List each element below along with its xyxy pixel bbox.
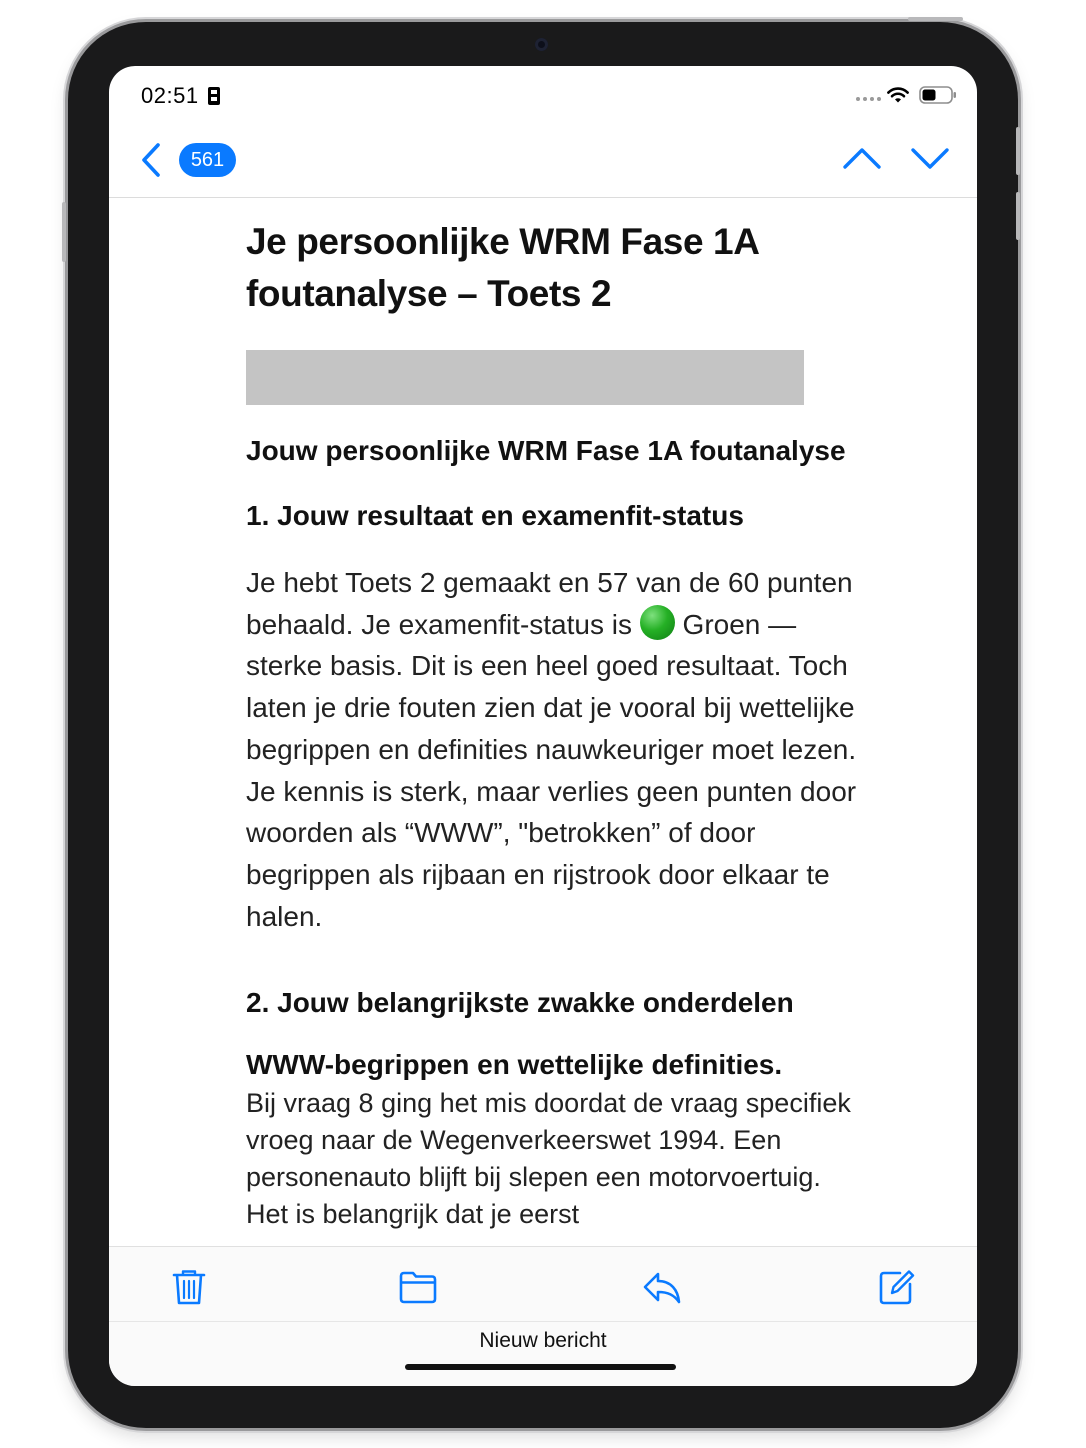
new-message-label[interactable]: Nieuw bericht	[479, 1329, 607, 1352]
navigation-bar	[109, 126, 977, 198]
screen	[109, 66, 977, 1386]
sim-icon	[207, 86, 221, 106]
section1-title: 1. Jouw resultaat en examenfit-status	[246, 500, 744, 531]
section1-paragraph	[246, 562, 866, 937]
folder-icon[interactable]	[398, 1267, 438, 1307]
trash-icon[interactable]	[169, 1267, 209, 1307]
chevron-up-icon[interactable]	[842, 142, 882, 174]
section1-text-end: Groen — sterke basis. Dit is een heel goed resultaat. Toch laten je drie fouten zien dat je vooral bij wettelijke begrippen en definities nauwkeuriger moet lezen. Je kennis is sterk, maar verlies geen punten door woorden als “WWW”, "betrokken” of door begrippen als rijbaan en rijstrook door elkaar te halen.	[246, 608, 857, 932]
wifi-icon	[886, 85, 910, 105]
toolbar-divider	[109, 1321, 977, 1322]
redacted-sender-block	[246, 350, 804, 405]
battery-icon	[919, 85, 957, 105]
unread-count-badge[interactable]: 561	[179, 143, 236, 177]
volume-down-button	[1016, 192, 1020, 240]
section2-paragraph: Bij vraag 8 ging het mis doordat de vraag specifiek vroeg naar de Wegenverkeerswet 1994. Een personenauto blijft bij slepen een motorvoertuig. Het is belangrijk dat je eerst	[246, 1088, 851, 1230]
section2-subheading: WWW-begrippen en wettelijke definities.	[246, 1049, 783, 1081]
email-heading: Jouw persoonlijke WRM Fase 1A foutanalyse	[246, 435, 846, 466]
front-camera	[535, 38, 548, 51]
compose-icon[interactable]	[876, 1267, 916, 1307]
green-status-dot-icon	[640, 605, 675, 640]
status-time: 02:51	[141, 83, 199, 108]
reply-icon[interactable]	[642, 1267, 682, 1307]
signal-dots-icon	[855, 96, 881, 102]
back-chevron-icon[interactable]	[137, 140, 167, 180]
home-indicator[interactable]	[405, 1364, 676, 1370]
volume-up-button	[1016, 127, 1020, 175]
section1-text-start: Je hebt Toets 2 gemaakt en 57 van de 60 punten behaald. Je examenfit-status is	[246, 567, 853, 640]
section2-title: 2. Jouw belangrijkste zwakke onderdelen	[246, 987, 794, 1019]
email-body	[246, 216, 866, 1233]
top-button	[908, 17, 963, 21]
chevron-down-icon[interactable]	[910, 142, 950, 174]
side-button	[62, 202, 66, 262]
email-subject: Je persoonlijke WRM Fase 1A foutanalyse – Toets 2	[246, 221, 759, 314]
bottom-toolbar	[109, 1246, 977, 1386]
